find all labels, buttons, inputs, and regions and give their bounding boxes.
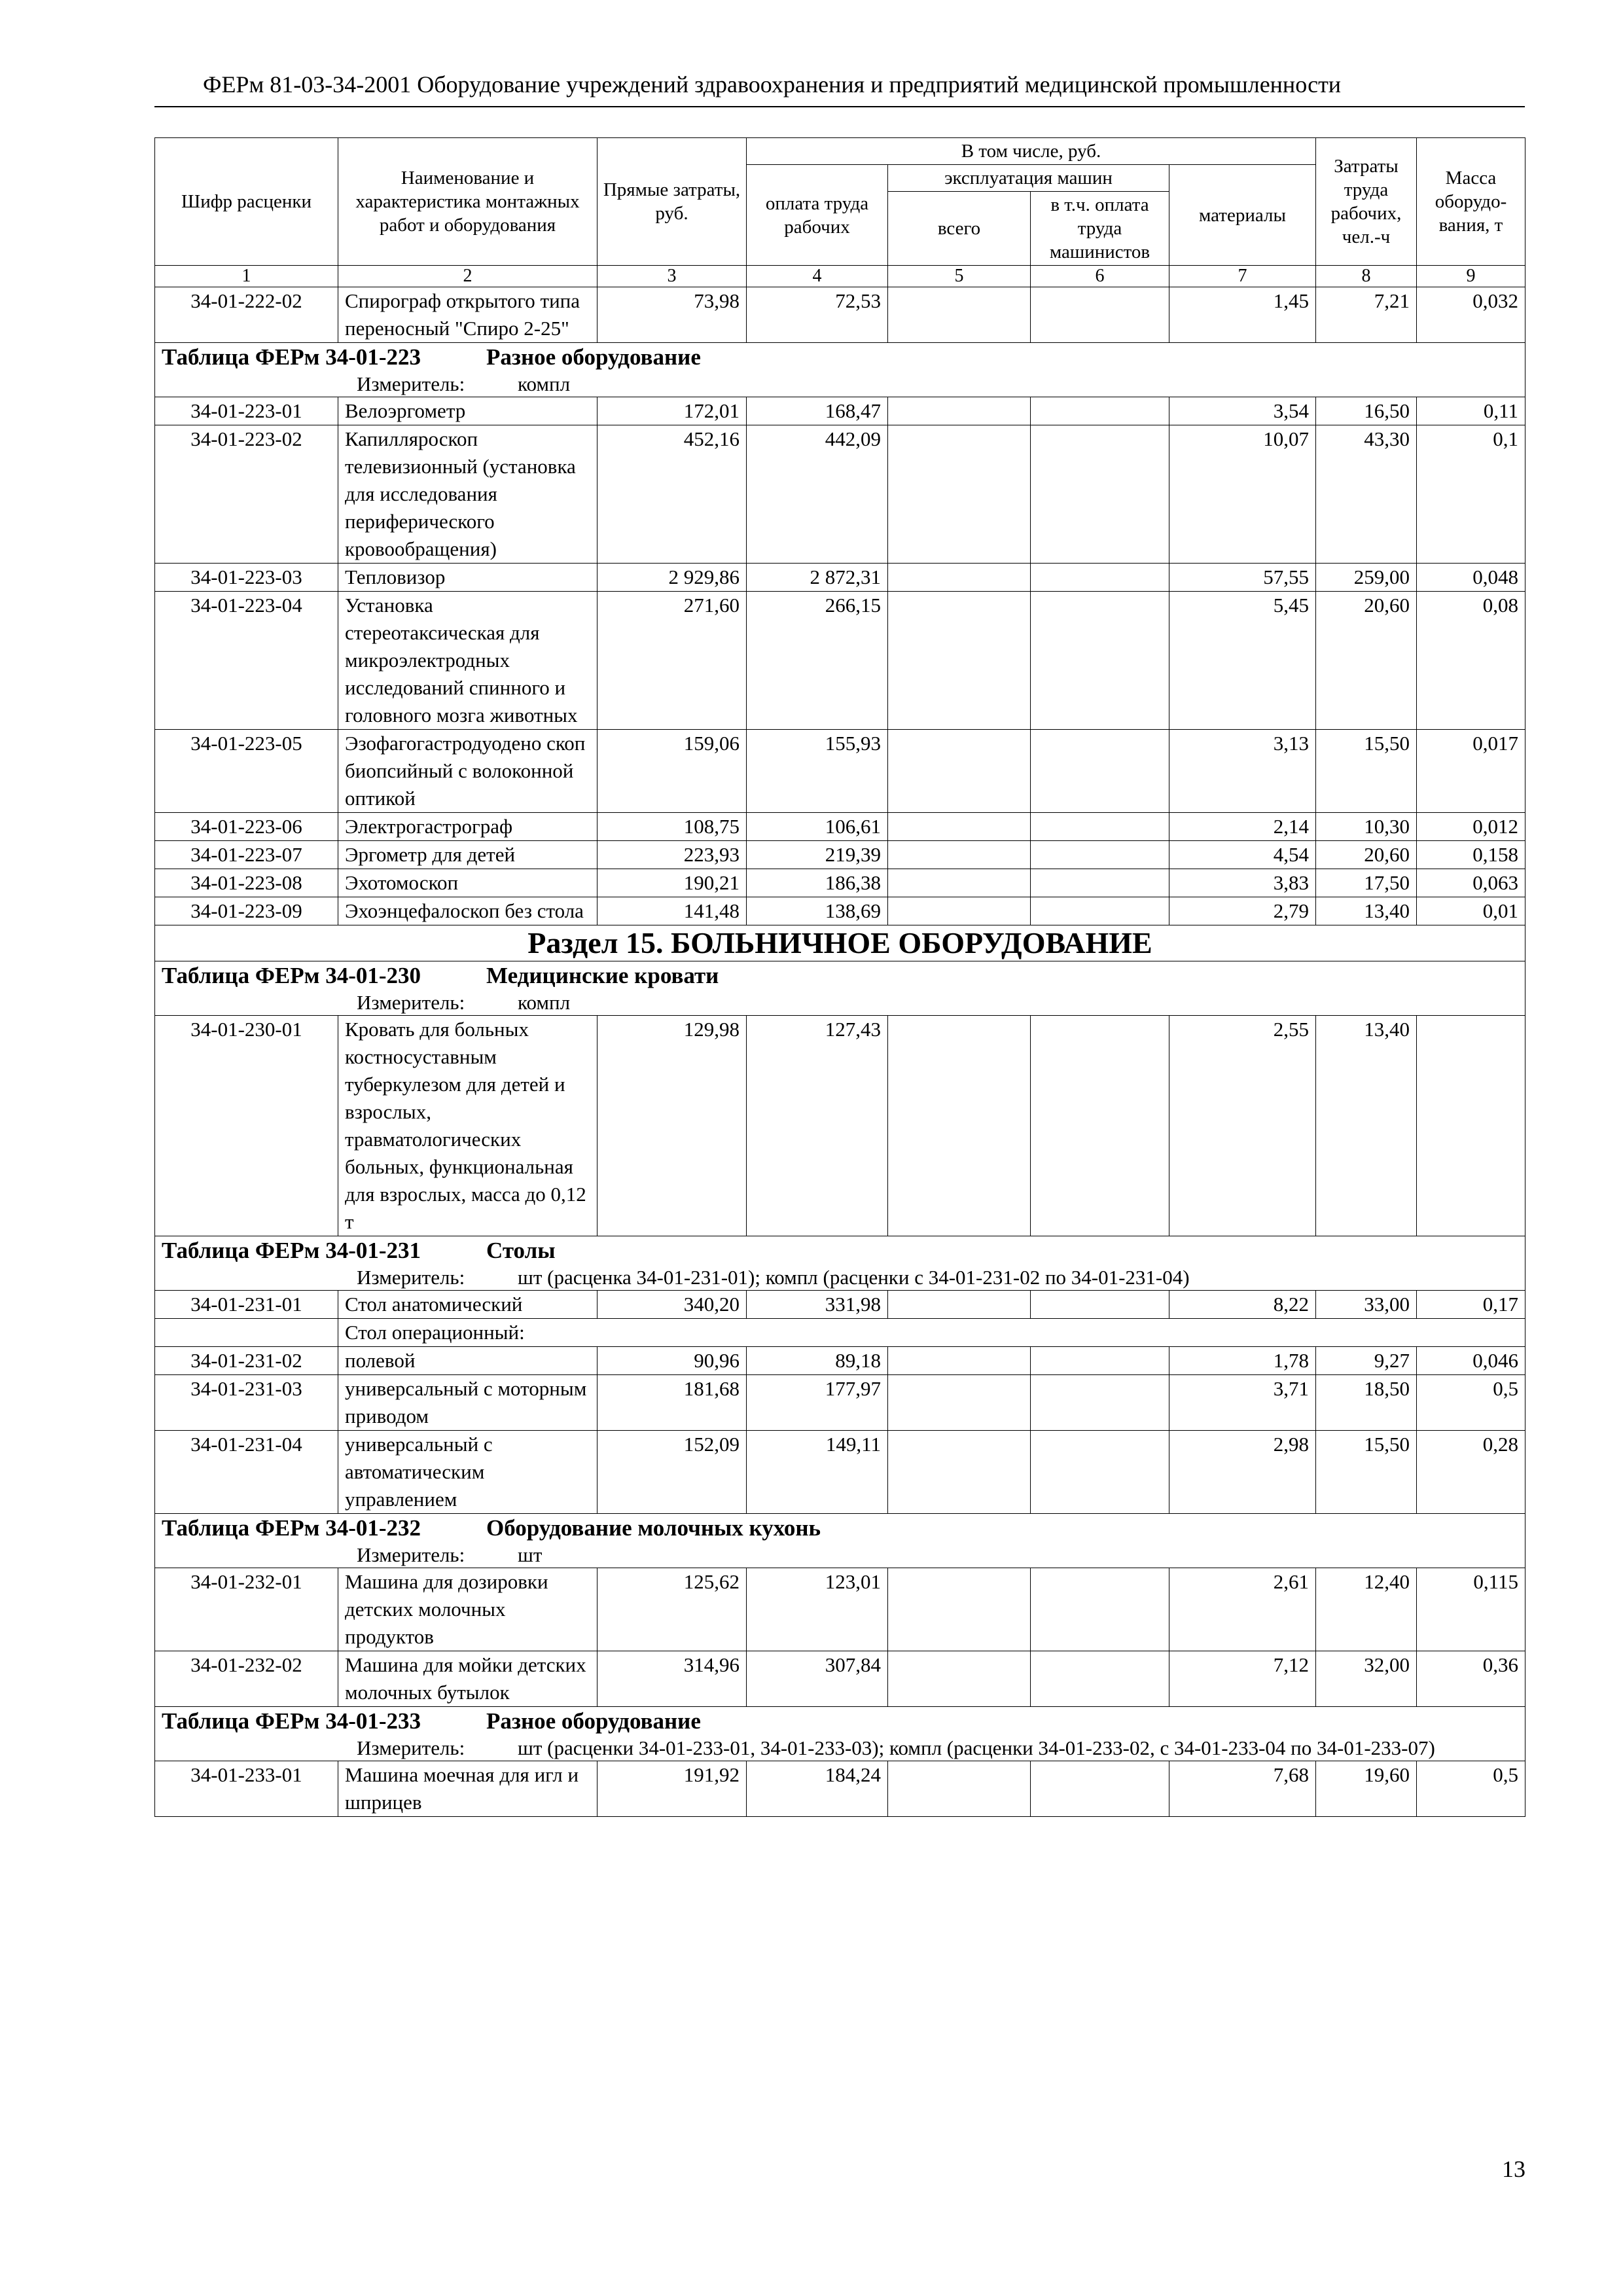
col-number: 3	[597, 266, 747, 287]
table-title: Таблица ФЕРм 34-01-231	[162, 1238, 421, 1263]
materials-cost: 3,71	[1169, 1375, 1316, 1431]
machines-wage	[1031, 287, 1169, 343]
table-subtitle: Оборудование молочных кухонь	[486, 1515, 821, 1541]
rate-code: 34-01-222-02	[155, 287, 338, 343]
equipment-mass: 0,1	[1417, 425, 1525, 564]
unit-value: шт	[518, 1543, 543, 1566]
table-subtitle: Разное оборудование	[486, 1708, 701, 1734]
rate-name: универсальный с автоматическим управлением	[338, 1431, 597, 1514]
table-subtitle: Медицинские кровати	[486, 963, 719, 988]
labor-cost: 186,38	[747, 869, 888, 897]
unit-row	[155, 372, 1525, 397]
direct-cost: 125,62	[597, 1568, 747, 1651]
table-title: Таблица ФЕРм 34-01-230	[162, 963, 421, 988]
rate-name: Велоэргометр	[338, 397, 597, 425]
equipment-mass: 0,158	[1417, 841, 1525, 869]
rate-code: 34-01-223-09	[155, 897, 338, 925]
rate-name: универсальный с моторным приводом	[338, 1375, 597, 1431]
direct-cost: 223,93	[597, 841, 747, 869]
col-number: 9	[1417, 266, 1525, 287]
direct-cost: 191,92	[597, 1761, 747, 1817]
labor-cost: 177,97	[747, 1375, 888, 1431]
rate-name: полевой	[338, 1347, 597, 1375]
col-machines-total-header: всего	[888, 192, 1031, 266]
unit-value: компл	[518, 991, 571, 1014]
direct-cost: 129,98	[597, 1016, 747, 1236]
labor-hours: 16,50	[1316, 397, 1417, 425]
table-row	[155, 592, 1525, 730]
table-row	[155, 1375, 1525, 1431]
labor-hours: 13,40	[1316, 1016, 1417, 1236]
col-name-header: Наименование и характеристика монтажных работ и оборудования	[338, 138, 597, 266]
direct-cost: 159,06	[597, 730, 747, 813]
rate-code: 34-01-223-04	[155, 592, 338, 730]
rate-name: Установка стереотаксическая для микроэлектродных исследований спинного и головного мозга животных	[338, 592, 597, 730]
labor-cost: 72,53	[747, 287, 888, 343]
section-title: Раздел 15. БОЛЬНИЧНОЕ ОБОРУДОВАНИЕ	[155, 925, 1525, 961]
table-title-row	[155, 1707, 1525, 1736]
rate-code: 34-01-223-07	[155, 841, 338, 869]
rate-name: Электрогастрограф	[338, 813, 597, 841]
direct-cost: 452,16	[597, 425, 747, 564]
rate-name: Машина для дозировки детских молочных продуктов	[338, 1568, 597, 1651]
machines-total	[888, 287, 1031, 343]
labor-cost: 106,61	[747, 813, 888, 841]
labor-hours: 33,00	[1316, 1291, 1417, 1319]
rate-code: 34-01-231-01	[155, 1291, 338, 1319]
rate-code: 34-01-230-01	[155, 1016, 338, 1236]
col-number: 5	[888, 266, 1031, 287]
equipment-mass: 0,5	[1417, 1761, 1525, 1817]
materials-cost: 3,83	[1169, 869, 1316, 897]
direct-cost: 172,01	[597, 397, 747, 425]
unit-row	[155, 1736, 1525, 1761]
labor-hours: 10,30	[1316, 813, 1417, 841]
direct-cost: 108,75	[597, 813, 747, 841]
direct-cost: 90,96	[597, 1347, 747, 1375]
labor-cost: 149,11	[747, 1431, 888, 1514]
col-hours-header: Затраты труда рабочих, чел.-ч	[1316, 138, 1417, 266]
unit-row	[155, 990, 1525, 1016]
equipment-mass: 0,28	[1417, 1431, 1525, 1514]
rate-code: 34-01-223-01	[155, 397, 338, 425]
table-subtitle: Столы	[486, 1238, 556, 1263]
equipment-mass: 0,012	[1417, 813, 1525, 841]
labor-hours: 32,00	[1316, 1651, 1417, 1707]
rate-name: Тепловизор	[338, 564, 597, 592]
rate-code: 34-01-223-03	[155, 564, 338, 592]
labor-cost: 168,47	[747, 397, 888, 425]
labor-hours: 9,27	[1316, 1347, 1417, 1375]
equipment-mass: 0,11	[1417, 397, 1525, 425]
rate-code: 34-01-231-03	[155, 1375, 338, 1431]
header-rule	[154, 106, 1525, 107]
unit-value: компл	[518, 372, 571, 395]
labor-cost: 2 872,31	[747, 564, 888, 592]
table-row	[155, 813, 1525, 841]
materials-cost: 57,55	[1169, 564, 1316, 592]
unit-row	[155, 1265, 1525, 1291]
unit-row	[155, 1543, 1525, 1568]
labor-cost: 266,15	[747, 592, 888, 730]
table-row	[155, 1291, 1525, 1319]
materials-cost: 1,45	[1169, 287, 1316, 343]
unit-label: Измеритель:	[357, 372, 465, 395]
direct-cost: 152,09	[597, 1431, 747, 1514]
table-title-row	[155, 961, 1525, 991]
rate-code: 34-01-223-06	[155, 813, 338, 841]
materials-cost: 2,61	[1169, 1568, 1316, 1651]
col-number: 4	[747, 266, 888, 287]
table-row	[155, 841, 1525, 869]
labor-hours: 19,60	[1316, 1761, 1417, 1817]
col-labor-header: оплата труда рабочих	[747, 165, 888, 266]
labor-hours: 43,30	[1316, 425, 1417, 564]
materials-cost: 10,07	[1169, 425, 1316, 564]
equipment-mass: 0,017	[1417, 730, 1525, 813]
labor-hours: 15,50	[1316, 730, 1417, 813]
rate-code: 34-01-223-08	[155, 869, 338, 897]
col-number: 8	[1316, 266, 1417, 287]
table-title-row	[155, 1514, 1525, 1543]
direct-cost: 340,20	[597, 1291, 747, 1319]
col-machines-header: эксплуатация машин	[888, 165, 1169, 192]
equipment-mass: 0,048	[1417, 564, 1525, 592]
materials-cost: 3,13	[1169, 730, 1316, 813]
labor-hours: 15,50	[1316, 1431, 1417, 1514]
materials-cost: 7,68	[1169, 1761, 1316, 1817]
rate-name: Машина моечная для игл и шприцев	[338, 1761, 597, 1817]
col-materials-header: материалы	[1169, 165, 1316, 266]
table-title: Таблица ФЕРм 34-01-233	[162, 1708, 421, 1734]
rate-name: Эзофагогастродуодено скоп биопсийный с волоконной оптикой	[338, 730, 597, 813]
materials-cost: 7,12	[1169, 1651, 1316, 1707]
labor-cost: 219,39	[747, 841, 888, 869]
equipment-mass: 0,5	[1417, 1375, 1525, 1431]
rate-code: 34-01-233-01	[155, 1761, 338, 1817]
labor-hours: 17,50	[1316, 869, 1417, 897]
rate-name: Спирограф открытого типа переносный "Спиро 2-25"	[338, 287, 597, 343]
labor-hours: 13,40	[1316, 897, 1417, 925]
labor-hours: 18,50	[1316, 1375, 1417, 1431]
labor-cost: 307,84	[747, 1651, 888, 1707]
col-number: 2	[338, 266, 597, 287]
equipment-mass: 0,046	[1417, 1347, 1525, 1375]
table-row	[155, 1431, 1525, 1514]
table-row	[155, 1568, 1525, 1651]
materials-cost: 2,98	[1169, 1431, 1316, 1514]
table-row	[155, 397, 1525, 425]
table-row	[155, 287, 1525, 343]
materials-cost: 1,78	[1169, 1347, 1316, 1375]
page-number: 13	[1502, 2156, 1525, 2182]
labor-hours: 259,00	[1316, 564, 1417, 592]
equipment-mass: 0,36	[1417, 1651, 1525, 1707]
rate-code: 34-01-223-05	[155, 730, 338, 813]
direct-cost: 271,60	[597, 592, 747, 730]
table-row	[155, 897, 1525, 925]
group-label-row	[155, 1319, 1525, 1347]
labor-cost: 89,18	[747, 1347, 888, 1375]
direct-cost: 314,96	[597, 1651, 747, 1707]
equipment-mass: 0,17	[1417, 1291, 1525, 1319]
col-incl-header: В том числе, руб.	[747, 138, 1316, 165]
labor-hours: 12,40	[1316, 1568, 1417, 1651]
table-row	[155, 730, 1525, 813]
table-title: Таблица ФЕРм 34-01-232	[162, 1515, 421, 1541]
rate-code: 34-01-231-02	[155, 1347, 338, 1375]
direct-cost: 141,48	[597, 897, 747, 925]
rate-name: Эргометр для детей	[338, 841, 597, 869]
materials-cost: 3,54	[1169, 397, 1316, 425]
table-title-row	[155, 343, 1525, 372]
table-row	[155, 869, 1525, 897]
unit-label: Измеритель:	[357, 991, 465, 1014]
rate-code: 34-01-232-02	[155, 1651, 338, 1707]
labor-hours: 7,21	[1316, 287, 1417, 343]
col-mass-header: Масса оборудо-вания, т	[1417, 138, 1525, 266]
equipment-mass: 0,115	[1417, 1568, 1525, 1651]
labor-cost: 155,93	[747, 730, 888, 813]
rate-name: Капилляроскоп телевизионный (установка для исследования периферического кровообращения)	[338, 425, 597, 564]
materials-cost: 2,79	[1169, 897, 1316, 925]
equipment-mass: 0,08	[1417, 592, 1525, 730]
table-row	[155, 1016, 1525, 1236]
unit-label: Измеритель:	[357, 1736, 465, 1759]
unit-value: шт (расценки 34-01-233-01, 34-01-233-03); компл (расценки 34-01-233-02, с 34-01-233-04 по 34-01-233-07)	[518, 1736, 1435, 1759]
table-row	[155, 1651, 1525, 1707]
rate-name: Эхоэнцефалоскоп без стола	[338, 897, 597, 925]
table-title-row	[155, 1236, 1525, 1266]
running-header: ФЕРм 81-03-34-2001 Оборудование учреждений здравоохранения и предприятий медицинской промышленности	[203, 71, 1342, 98]
rate-name: Эхотомоскоп	[338, 869, 597, 897]
unit-value: шт (расценка 34-01-231-01); компл (расценки с 34-01-231-02 по 34-01-231-04)	[518, 1266, 1190, 1289]
equipment-mass: 0,063	[1417, 869, 1525, 897]
col-machines-wage-header: в т.ч. оплата труда машинистов	[1031, 192, 1169, 266]
section-title-row	[155, 925, 1525, 961]
materials-cost: 4,54	[1169, 841, 1316, 869]
table-row	[155, 564, 1525, 592]
unit-label: Измеритель:	[357, 1543, 465, 1566]
table-row	[155, 1761, 1525, 1817]
column-numbers-row	[155, 266, 1525, 287]
col-direct-header: Прямые затраты, руб.	[597, 138, 747, 266]
labor-cost: 138,69	[747, 897, 888, 925]
table-row	[155, 1347, 1525, 1375]
rate-code: 34-01-231-04	[155, 1431, 338, 1514]
direct-cost: 73,98	[597, 287, 747, 343]
col-code-header: Шифр расценки	[155, 138, 338, 266]
table-title: Таблица ФЕРм 34-01-223	[162, 344, 421, 370]
labor-cost: 184,24	[747, 1761, 888, 1817]
unit-label: Измеритель:	[357, 1266, 465, 1289]
col-number: 7	[1169, 266, 1316, 287]
materials-cost: 8,22	[1169, 1291, 1316, 1319]
labor-cost: 442,09	[747, 425, 888, 564]
rate-name: Стол анатомический	[338, 1291, 597, 1319]
table-row	[155, 425, 1525, 564]
materials-cost: 5,45	[1169, 592, 1316, 730]
materials-cost: 2,14	[1169, 813, 1316, 841]
group-label: Стол операционный:	[338, 1319, 1525, 1347]
labor-hours: 20,60	[1316, 841, 1417, 869]
labor-cost: 331,98	[747, 1291, 888, 1319]
labor-cost: 123,01	[747, 1568, 888, 1651]
labor-cost: 127,43	[747, 1016, 888, 1236]
materials-cost: 2,55	[1169, 1016, 1316, 1236]
labor-hours: 20,60	[1316, 592, 1417, 730]
rate-code: 34-01-223-02	[155, 425, 338, 564]
direct-cost: 181,68	[597, 1375, 747, 1431]
direct-cost: 190,21	[597, 869, 747, 897]
direct-cost: 2 929,86	[597, 564, 747, 592]
equipment-mass: 0,01	[1417, 897, 1525, 925]
rates-table	[154, 137, 1525, 1817]
rate-name: Кровать для больных костносуставным туберкулезом для детей и взрослых, травматологических больных, функциональная для взрослых, масса до 0,12 т	[338, 1016, 597, 1236]
rate-name: Машина для мойки детских молочных бутылок	[338, 1651, 597, 1707]
equipment-mass: 0,032	[1417, 287, 1525, 343]
equipment-mass	[1417, 1016, 1525, 1236]
table-subtitle: Разное оборудование	[486, 344, 701, 370]
col-number: 1	[155, 266, 338, 287]
rate-code: 34-01-232-01	[155, 1568, 338, 1651]
col-number: 6	[1031, 266, 1169, 287]
